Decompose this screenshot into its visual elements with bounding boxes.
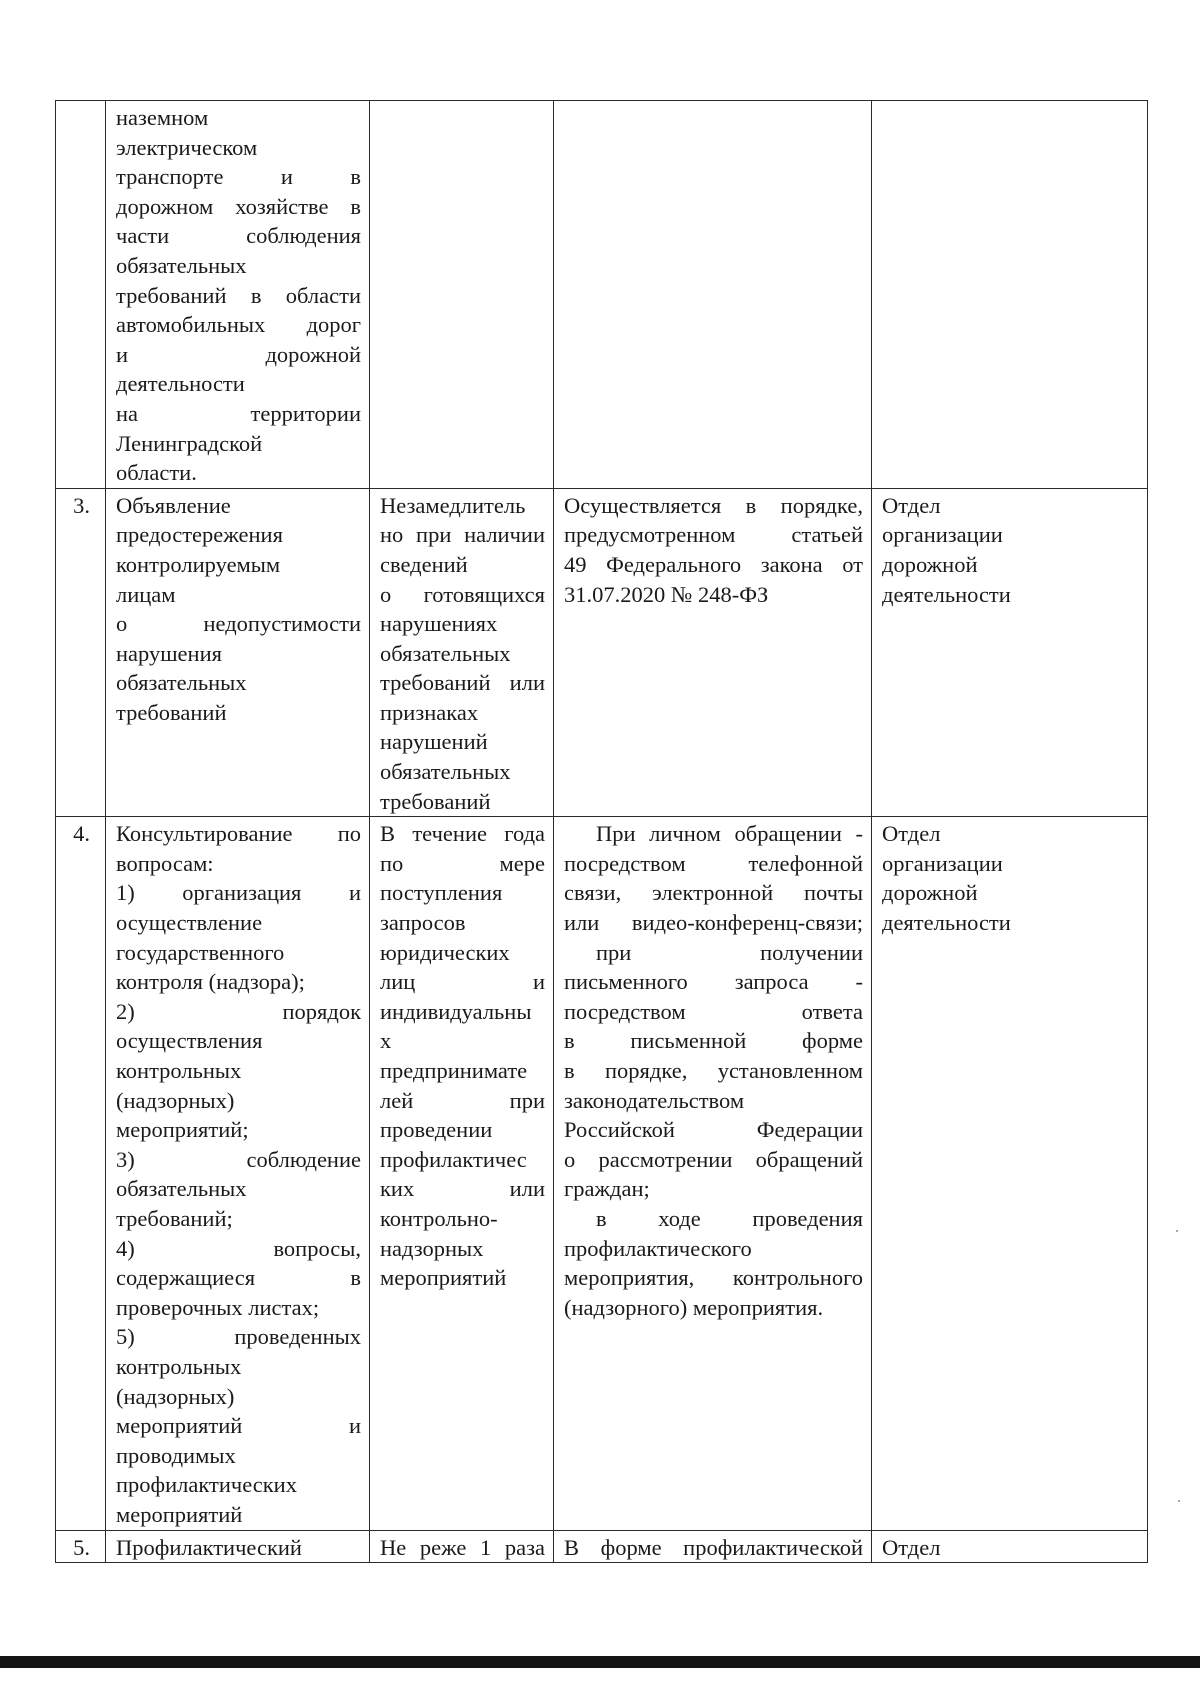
text-line: но при наличии xyxy=(380,522,545,548)
text-line: контролируемым xyxy=(116,551,281,577)
text-line: деятельности xyxy=(882,581,1011,607)
text-line: 5) проведенных xyxy=(116,1324,361,1350)
text-line: 1) организация и xyxy=(116,880,361,906)
text-line: при получении xyxy=(596,939,863,965)
text-line: поступления xyxy=(380,880,503,906)
cell-department xyxy=(872,488,1148,817)
text-line: Консультирование по xyxy=(116,821,361,847)
text-line: мероприятий xyxy=(116,1501,243,1527)
text-line: лиц и xyxy=(380,969,545,995)
scan-speck xyxy=(1176,1230,1178,1232)
text-line: посредством телефонной xyxy=(564,850,863,876)
text-line: Незамедлитель xyxy=(380,492,526,518)
text-line: обязательных xyxy=(380,640,511,666)
text-line: признаках xyxy=(380,699,479,725)
text-line: юридических xyxy=(380,939,510,965)
text-line: граждан; xyxy=(564,1176,650,1202)
text-line: требований xyxy=(116,699,227,725)
cell-method xyxy=(554,817,872,1530)
text-line: При личном обращении - xyxy=(596,821,863,847)
cell-term xyxy=(370,101,554,489)
text-line: требований; xyxy=(116,1205,233,1231)
text-line: Осуществляется в порядке, xyxy=(564,492,863,518)
text-line: предусмотренном статьей xyxy=(564,522,863,548)
cell-department xyxy=(872,101,1148,489)
cell-term xyxy=(370,1530,554,1563)
text-line: Отдел xyxy=(882,821,941,847)
text-line: В форме профилактической xyxy=(564,1534,863,1560)
text-line: мероприятий и xyxy=(116,1413,361,1439)
text-line: профилактического xyxy=(564,1235,752,1261)
text-line: посредством ответа xyxy=(564,998,863,1024)
text-line: содержащиеся в xyxy=(116,1265,361,1291)
text-line: нарушений xyxy=(380,729,488,755)
text-line: надзорных xyxy=(380,1235,484,1261)
table-row xyxy=(56,817,1148,1530)
text-line: индивидуальны xyxy=(380,998,532,1024)
text-line: (надзорного) мероприятия. xyxy=(564,1294,824,1320)
text-line: проводимых xyxy=(116,1442,236,1468)
text-line: о недопустимости xyxy=(116,611,361,637)
text-line: деятельности xyxy=(882,910,1011,936)
cell-method xyxy=(554,101,872,489)
cell-department xyxy=(872,1530,1148,1563)
text-line: транспорте и в xyxy=(116,164,361,190)
text-line: организации xyxy=(882,850,1003,876)
text-line: обязательных xyxy=(380,759,511,785)
text-line: Объявление xyxy=(116,492,231,518)
text-line: о рассмотрении обращений xyxy=(564,1146,863,1172)
text-line: автомобильных дорог xyxy=(116,312,361,338)
text-line: дорожной xyxy=(882,551,978,577)
cell-number xyxy=(56,101,106,489)
table-row xyxy=(56,488,1148,817)
text-line: законодательством xyxy=(564,1087,745,1113)
text-line: требований в области xyxy=(116,282,361,308)
scan-speck xyxy=(1178,1500,1180,1502)
text-line: (надзорных) xyxy=(116,1087,235,1113)
text-line: нарушения xyxy=(116,640,222,666)
text-line: требований xyxy=(380,788,491,814)
table-row xyxy=(56,1530,1148,1563)
text-line: в ходе проведения xyxy=(596,1205,863,1231)
text-line: обязательных xyxy=(116,1176,247,1202)
text-line: 31.07.2020 № 248-ФЗ xyxy=(564,581,769,607)
text-line: Не реже 1 раза xyxy=(380,1534,545,1560)
cell-term xyxy=(370,488,554,817)
text-line: требований или xyxy=(380,670,545,696)
text-line: В течение года xyxy=(380,821,545,847)
text-line: контрольных xyxy=(116,1058,242,1083)
text-line: Профилактический xyxy=(116,1534,302,1560)
text-line: по мере xyxy=(380,850,545,876)
text-line: Российской Федерации xyxy=(564,1117,863,1143)
text-line: профилактичес xyxy=(380,1146,527,1172)
text-line: (надзорных) xyxy=(116,1383,235,1409)
text-line: запросов xyxy=(380,910,466,936)
text-line: дорожном хозяйстве в xyxy=(116,193,361,219)
text-line: контрольных xyxy=(116,1353,242,1379)
text-line: лицам xyxy=(116,581,176,607)
text-line: контроля (надзора); xyxy=(116,969,305,995)
cell-department xyxy=(872,817,1148,1530)
table-row xyxy=(56,101,1148,489)
text-line: профилактических xyxy=(116,1472,297,1498)
text-line: предостережения xyxy=(116,522,283,548)
text-line: обязательных xyxy=(116,670,247,696)
text-line: в порядке, установленном xyxy=(564,1058,863,1083)
text-line: 3) соблюдение xyxy=(116,1146,361,1172)
text-line: Отдел xyxy=(882,492,941,518)
cell-method xyxy=(554,488,872,817)
measures-table xyxy=(55,100,1148,1563)
text-line: лей при xyxy=(380,1087,545,1113)
text-line: ких или xyxy=(380,1176,545,1202)
cell-activity xyxy=(106,1530,370,1563)
cell-number: 5. xyxy=(56,1530,106,1563)
cell-activity xyxy=(106,101,370,489)
text-line: осуществления xyxy=(116,1028,263,1054)
text-line: контрольно- xyxy=(380,1205,498,1231)
text-line: области. xyxy=(116,460,197,486)
text-line: нарушениях xyxy=(380,611,498,637)
measures-table-body xyxy=(56,101,1148,1563)
text-line: предпринимате xyxy=(380,1058,528,1083)
text-line: связи, электронной почты xyxy=(564,880,863,906)
text-line: государственного xyxy=(116,939,285,965)
text-line: мероприятия, контрольного xyxy=(564,1265,863,1291)
text-line: в письменной форме xyxy=(564,1028,863,1054)
text-line: письменного запроса - xyxy=(564,969,863,995)
cell-method xyxy=(554,1530,872,1563)
text-line: деятельности xyxy=(116,371,245,397)
cell-number: 4. xyxy=(56,817,106,1530)
text-line: наземном xyxy=(116,105,209,130)
text-line: Ленинградской xyxy=(116,430,263,456)
text-line: организации xyxy=(882,522,1003,548)
text-line: части соблюдения xyxy=(116,223,361,249)
cell-term xyxy=(370,817,554,1530)
text-line: 4) вопросы, xyxy=(116,1235,361,1261)
cell-activity xyxy=(106,817,370,1530)
text-line: 2) порядок xyxy=(116,998,361,1024)
text-line: и дорожной xyxy=(116,341,361,367)
scan-edge-bar xyxy=(0,1656,1200,1668)
text-line: электрическом xyxy=(116,134,258,160)
text-line: Отдел xyxy=(882,1534,941,1560)
text-line: проверочных листах; xyxy=(116,1294,320,1320)
text-line: или видео-конференц-связи; xyxy=(564,910,863,936)
text-line: х xyxy=(380,1028,392,1054)
text-line: дорожной xyxy=(882,880,978,906)
text-line: обязательных xyxy=(116,252,247,278)
text-line: 49 Федерального закона от xyxy=(564,551,863,577)
text-line: мероприятий xyxy=(380,1265,507,1291)
text-line: на территории xyxy=(116,400,361,426)
text-line: о готовящихся xyxy=(380,581,545,607)
cell-activity xyxy=(106,488,370,817)
text-line: мероприятий; xyxy=(116,1117,249,1143)
text-line: осуществление xyxy=(116,910,263,936)
cell-number: 3. xyxy=(56,488,106,817)
text-line: проведении xyxy=(380,1117,493,1143)
text-line: вопросам: xyxy=(116,850,214,876)
text-line: сведений xyxy=(380,551,468,577)
